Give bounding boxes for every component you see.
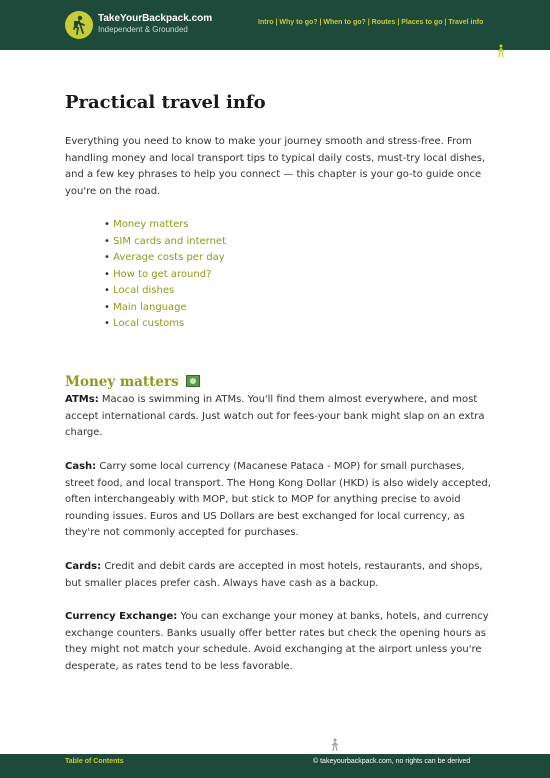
- nav-when-to-go[interactable]: When to go?: [323, 19, 366, 26]
- nav-travel-info[interactable]: Travel info: [448, 19, 484, 26]
- top-navigation: Intro | Why to go? | When to go? | Routes | Places to go | Travel info: [258, 19, 484, 26]
- paragraph-cards: Cards: Credit and debit cards are accepted in most hotels, restaurants, and shops, but smaller places prefer cash. Always have cash as a backup.: [65, 561, 483, 589]
- nav-why-to-go[interactable]: Why to go?: [279, 19, 318, 26]
- toc-item-get-around[interactable]: • How to get around?: [104, 267, 226, 284]
- money-bill-icon: [186, 375, 200, 387]
- section-list: [104, 217, 226, 333]
- brand-name[interactable]: TakeYourBackpack.com: [98, 13, 213, 24]
- nav-routes[interactable]: Routes: [371, 19, 396, 26]
- nav-places-to-go[interactable]: Places to go: [401, 19, 443, 26]
- intro-paragraph: Everything you need to know to make your journey smooth and stress-free. From handling money and local transport tips to typical daily costs, must-try local dishes, and a few key phrases to help you connect — this chapter is your go-to guide once you're on the road.: [65, 136, 486, 197]
- paragraph-currency-exchange: Currency Exchange: You can exchange your money at banks, hotels, and currency exchange counters. Banks usually offer better rates but check the opening hours as they might not match your schedule. Avoid exchanging at the airport unless you're desperate, as rates tend to be less favorable.: [65, 611, 489, 672]
- hiker-icon: [330, 738, 340, 752]
- toc-item-sim-cards[interactable]: • SIM cards and internet: [104, 234, 226, 251]
- toc-item-money-matters[interactable]: • Money matters: [104, 217, 226, 234]
- hiker-icon: [496, 44, 506, 58]
- paragraph-atms: ATMs: Macao is swimming in ATMs. You'll find them almost everywhere, and most accept international cards. Just watch out for fees-your bank might slap on an extra charge.: [65, 394, 485, 438]
- copyright-notice: © takeyourbackpack.com, no rights can be derived: [313, 758, 471, 765]
- page-title: Practical travel info: [65, 92, 266, 113]
- hiker-logo-icon[interactable]: [65, 11, 93, 39]
- table-of-contents-link[interactable]: Table of Contents: [65, 758, 124, 765]
- toc-item-main-language[interactable]: • Main language: [104, 300, 226, 317]
- paragraph-cash: Cash: Carry some local currency (Macanese Pataca - MOP) for small purchases, street food, and local transport. The Hong Kong Dollar (HKD) is also widely accepted, often interchangeably with MOP, but stick to MOP for anything precise to avoid rounding issues. Euros and US Dollars are best exchanged for local currency, as they're not commonly accepted for purchases.: [65, 461, 491, 538]
- section-heading-money-matters: Money matters: [65, 374, 179, 390]
- toc-item-local-dishes[interactable]: • Local dishes: [104, 283, 226, 300]
- toc-item-average-costs[interactable]: • Average costs per day: [104, 250, 226, 267]
- toc-item-local-customs[interactable]: • Local customs: [104, 316, 226, 333]
- brand-tagline: Independent & Grounded: [98, 25, 188, 34]
- nav-intro[interactable]: Intro: [258, 19, 274, 26]
